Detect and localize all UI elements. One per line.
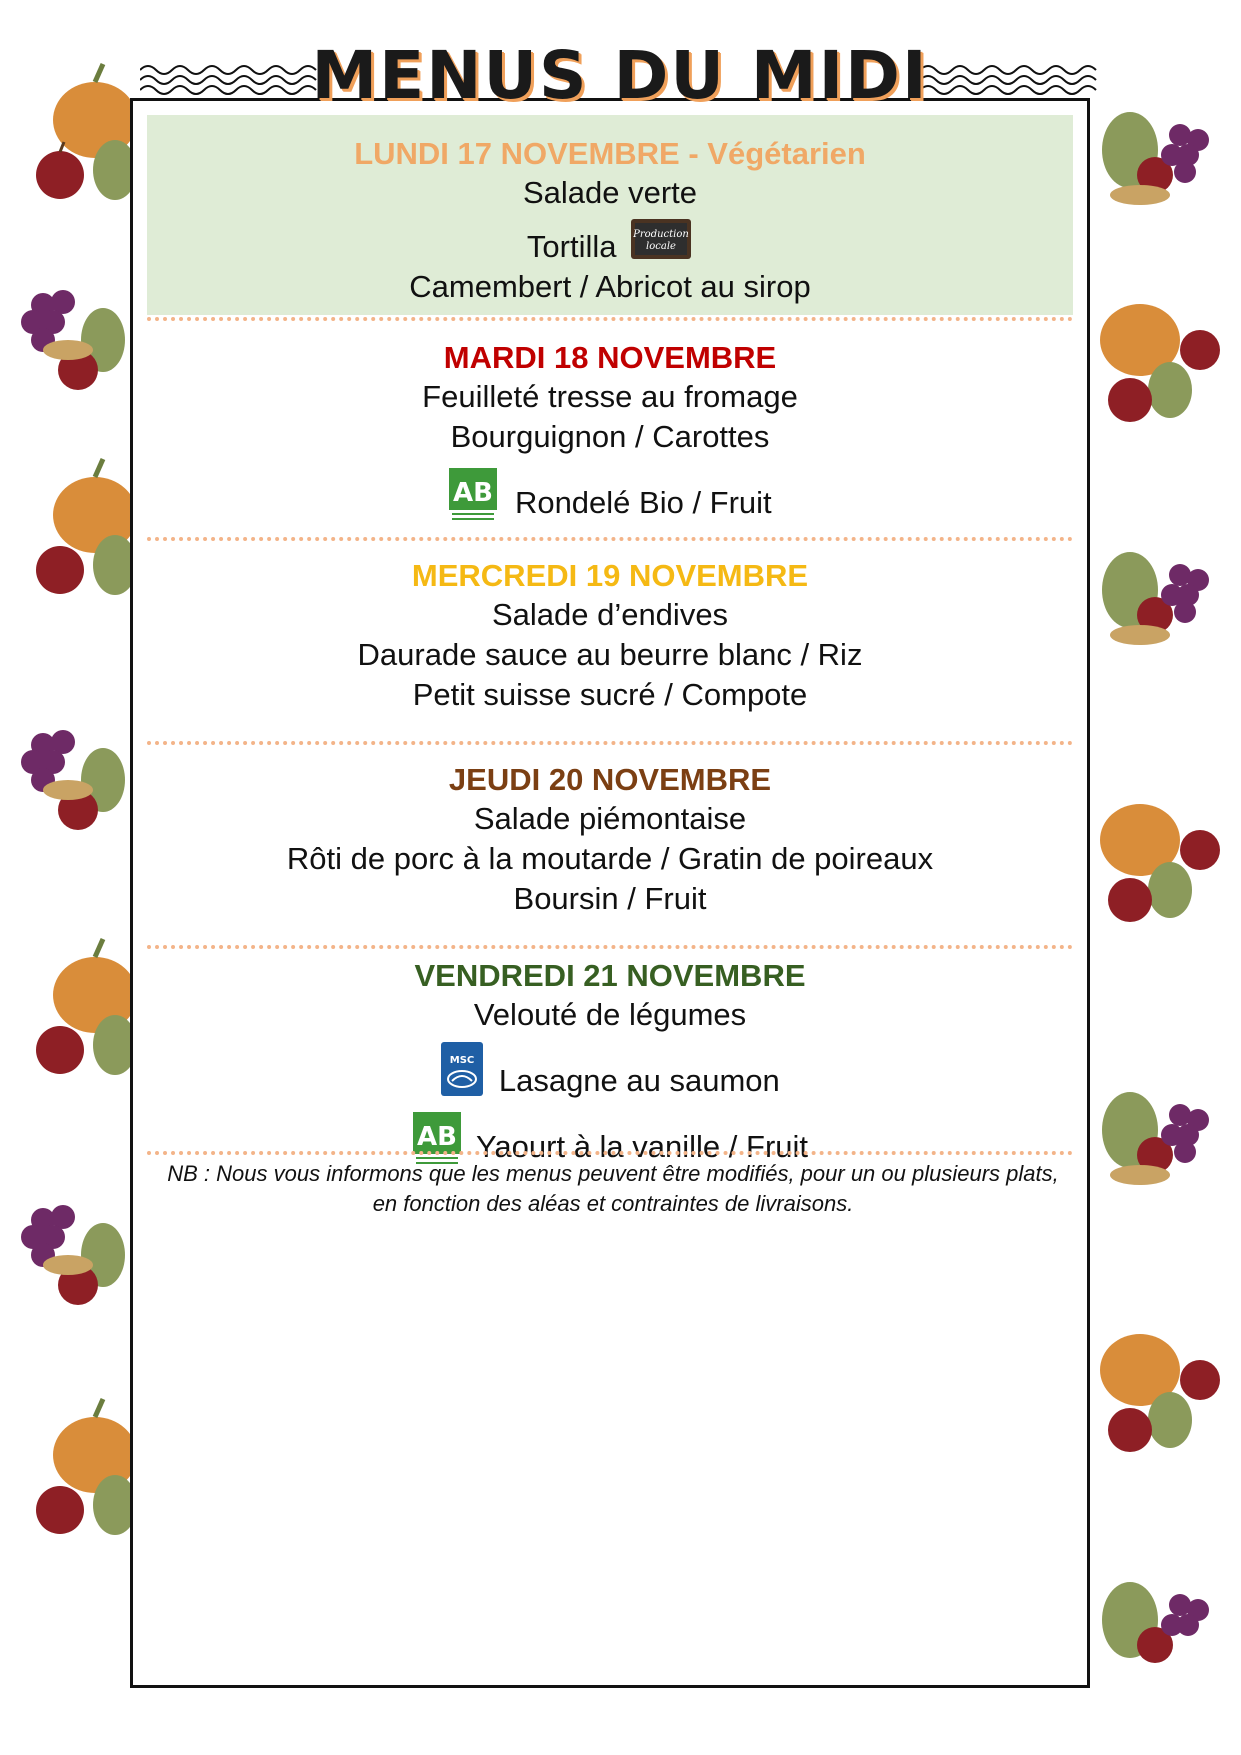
fruit-decoration-icon: [1100, 1560, 1220, 1710]
msc-label: MSC: [449, 1055, 475, 1066]
separator: [147, 317, 1073, 321]
dish: Boursin / Fruit: [513, 881, 707, 916]
fruit-decoration-icon: [8, 260, 128, 410]
dish-with-badge: [147, 1101, 1073, 1167]
disclaimer-note: NB : Nous vous informons que les menus peuvent être modifiés, pour un ou plusieurs plats, en fonction des aléas et contraintes de livraisons.: [167, 1161, 1059, 1216]
fruit-decoration-icon: [1100, 1310, 1220, 1460]
fruit-decoration-icon: [1100, 90, 1220, 240]
ab-label: AB: [453, 478, 494, 508]
separator: [147, 741, 1073, 745]
separator: [147, 945, 1073, 949]
dish: Rôti de porc à la moutarde / Gratin de poireaux: [286, 841, 934, 876]
day-thursday: [147, 761, 1073, 919]
day-title: LUNDI 17 NOVEMBRE - Végétarien: [354, 136, 866, 171]
msc-certified-icon: [440, 1041, 484, 1107]
menu-frame: [130, 98, 1090, 1688]
day-title: MERCREDI 19 NOVEMBRE: [411, 558, 809, 593]
dish: Bourguignon / Carottes: [450, 419, 770, 454]
dish: Camembert / Abricot au sirop: [409, 269, 811, 304]
dish-label: Tortilla: [526, 229, 617, 264]
dish: Salade verte: [522, 175, 698, 210]
dish-label: Rondelé Bio / Fruit: [514, 485, 772, 520]
dish: Feuilleté tresse au fromage: [422, 379, 798, 414]
day-monday: [147, 115, 1073, 315]
day-friday: [147, 957, 1073, 1167]
separator: [147, 537, 1073, 541]
production-locale-badge: [629, 217, 693, 271]
fruit-decoration-icon: [20, 455, 140, 605]
day-title: MARDI 18 NOVEMBRE: [443, 340, 777, 375]
title-banner: [140, 37, 1100, 114]
fruit-decoration-icon: [1100, 1070, 1220, 1220]
fruit-decoration-icon: [20, 1395, 140, 1545]
fruit-decoration-icon: [20, 935, 140, 1085]
day-tuesday: [147, 339, 1073, 523]
dish: Salade d’endives: [491, 597, 729, 632]
fruit-decoration-icon: [1100, 530, 1220, 680]
separator: [147, 1151, 1073, 1155]
dish-with-badge: [147, 1035, 1073, 1101]
badge-line2: locale: [646, 241, 677, 252]
fruit-decoration-icon: [20, 60, 140, 210]
dish: Daurade sauce au beurre blanc / Riz: [357, 637, 863, 672]
fruit-decoration-icon: [1100, 280, 1220, 430]
fruit-decoration-icon: [8, 1175, 128, 1325]
dish: Petit suisse sucré / Compote: [412, 677, 808, 712]
dish: Salade piémontaise: [473, 801, 747, 836]
badge-line1: Production: [633, 229, 689, 240]
fruit-decoration-icon: [1100, 780, 1220, 930]
fruit-decoration-icon: [8, 700, 128, 850]
day-title: VENDREDI 21 NOVEMBRE: [414, 958, 806, 993]
page-title: MENUS DU MIDI: [311, 37, 929, 114]
dish-label: Lasagne au saumon: [498, 1063, 780, 1098]
ab-label: AB: [417, 1122, 457, 1152]
day-wednesday: [147, 557, 1073, 715]
dish: Velouté de légumes: [473, 997, 747, 1032]
dish-label: Yaourt à la vanille / Fruit: [476, 1129, 809, 1164]
dish-with-badge: [147, 213, 1073, 267]
day-title: JEUDI 20 NOVEMBRE: [448, 762, 772, 797]
dish-with-badge: [147, 457, 1073, 523]
ab-organic-icon: [448, 467, 498, 533]
